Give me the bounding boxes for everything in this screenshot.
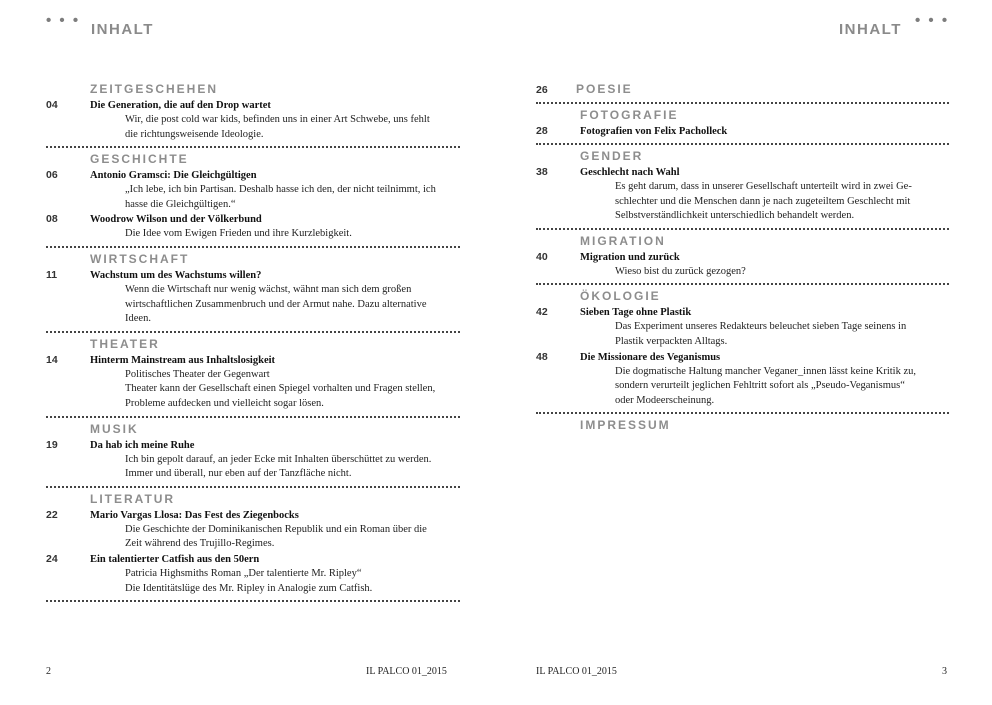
section-title: THEATER	[90, 336, 160, 351]
section-title: WIRTSCHAFT	[90, 251, 190, 266]
article-description: Plastik verpackten Alltags.	[615, 335, 728, 347]
toc-section	[536, 148, 949, 230]
toc-entry[interactable]	[536, 124, 949, 139]
right-page	[496, 0, 992, 705]
article-description: Patricia Highsmiths Roman „Der talentierte Mr. Ripley“	[125, 567, 362, 579]
page-title-left: INHALT	[91, 21, 154, 38]
article-description: die richtungsweisende Ideologie.	[125, 128, 264, 140]
section-title: LITERATUR	[90, 491, 176, 506]
article-title: Migration und zurück	[580, 251, 680, 263]
article-title: Woodrow Wilson und der Völkerbund	[90, 214, 262, 226]
article-description: Ideen.	[125, 313, 151, 325]
toc-section	[46, 81, 460, 148]
toc-entry[interactable]	[46, 212, 460, 227]
article-description: Die dogmatische Haltung mancher Veganer_innen lässt keine Kritik zu,	[615, 365, 917, 377]
section-title: ZEITGESCHEHEN	[90, 82, 219, 96]
section-title: GESCHICHTE	[90, 152, 189, 167]
toc-entry[interactable]	[46, 268, 460, 283]
toc-entry[interactable]	[536, 350, 949, 365]
header-dots-right: • • •	[915, 12, 950, 29]
section-title: FOTOGRAFIE	[580, 108, 679, 122]
page-number: 40	[536, 250, 548, 263]
article-description: Probleme aufdecken und vielleicht sogar lösen.	[125, 397, 324, 409]
article-description: Die Identitätslüge des Mr. Ripley in Analogie zum Catfish.	[125, 582, 373, 594]
page-number: 48	[536, 350, 548, 363]
toc-section	[536, 417, 949, 438]
page-number: 24	[46, 552, 58, 565]
article-title: Ein talentierter Catfish aus den 50ern	[90, 553, 260, 565]
header-dots-left: • • •	[46, 12, 81, 29]
section-title: MUSIK	[90, 421, 139, 436]
article-description: schlechter und die Menschen dann je nach zugeteiltem Geschlecht mit	[615, 195, 911, 207]
article-title: Geschlecht nach Wahl	[580, 167, 680, 178]
article-description: „Ich lebe, ich bin Partisan. Deshalb hasse ich den, der nicht teilnimmt, ich	[125, 184, 436, 196]
article-title: Antonio Gramsci: Die Gleichgültigen	[90, 170, 257, 182]
toc-section	[536, 81, 949, 104]
toc-entry[interactable]	[46, 552, 460, 567]
article-title: Hinterm Mainstream aus Inhaltslosigkeit	[90, 354, 276, 366]
article-title: Wachstum um des Wachstums willen?	[90, 269, 262, 281]
article-description: hasse die Gleichgültigen.“	[125, 198, 236, 210]
article-title: Fotografien von Felix Pacholleck	[580, 126, 728, 137]
article-description: Es geht darum, dass in unserer Gesellschaft unterteilt wird in zwei Ge-	[615, 181, 912, 192]
toc-section	[536, 107, 949, 145]
page-number: 26	[536, 84, 548, 96]
section-title: IMPRESSUM	[580, 418, 671, 433]
section-title: ÖKOLOGIE	[580, 289, 661, 304]
article-title: Mario Vargas Llosa: Das Fest des Ziegenbocks	[90, 509, 299, 521]
section-title: GENDER	[580, 149, 644, 163]
page-number: 11	[46, 268, 58, 281]
article-title: Die Generation, die auf den Drop wartet	[90, 100, 271, 111]
toc-entry[interactable]	[46, 508, 460, 523]
article-description: Wir, die post cold war kids, befinden uns in einer Art Schwebe, uns fehlt	[125, 114, 430, 125]
magazine-issue-left: IL PALCO 01_2015	[366, 666, 447, 677]
article-description: Das Experiment unseres Redakteurs beleuchet sieben Tage seinens in	[615, 321, 907, 333]
toc-entry[interactable]	[46, 168, 460, 183]
page-number: 38	[536, 166, 548, 178]
page-number: 14	[46, 353, 58, 366]
toc-entry[interactable]	[46, 353, 460, 368]
article-description: Politisches Theater der Gegenwart	[125, 368, 270, 380]
article-description: Selbstverständlichkeit unterschiedlich behandelt werden.	[615, 210, 855, 222]
section-title: POESIE	[576, 82, 633, 96]
toc-entry[interactable]	[46, 438, 460, 453]
toc-entry[interactable]	[536, 305, 949, 320]
article-description: sondern verurteilt jeglichen Fehltritt sofort als „Pseudo-Veganismus“	[615, 380, 905, 392]
page-number: 42	[536, 306, 548, 319]
toc-entry[interactable]	[536, 165, 949, 180]
page-number: 19	[46, 438, 58, 451]
toc-left	[46, 81, 460, 605]
toc-section	[46, 336, 460, 418]
toc-section	[46, 251, 460, 333]
toc-entry[interactable]	[46, 98, 460, 113]
toc-section-row	[536, 81, 949, 98]
page-number-left: 2	[46, 666, 51, 677]
page-number: 06	[46, 169, 58, 182]
page-number: 22	[46, 508, 58, 521]
article-description: Die Geschichte der Dominikanischen Republik und ein Roman über die	[125, 523, 427, 535]
page-title-right: INHALT	[839, 21, 902, 38]
page-number: 28	[536, 125, 548, 137]
article-description: Die Idee vom Ewigen Frieden und ihre Kurzlebigkeit.	[125, 228, 352, 240]
article-description: Wieso bist du zurück gezogen?	[615, 265, 746, 277]
toc-section	[536, 288, 949, 414]
article-description: oder Modeerscheinung.	[615, 394, 715, 406]
article-description: Zeit während des Trujillo-Regimes.	[125, 538, 275, 550]
article-description: Wenn die Wirtschaft nur wenig wächst, wähnt man sich dem großen	[125, 283, 412, 295]
article-description: Theater kann der Gesellschaft einen Spiegel vorhalten und Fragen stellen,	[125, 383, 436, 395]
article-description: wirtschaftlichen Zusammenbruch und der Armut nahe. Dazu alternative	[125, 298, 427, 310]
toc-section	[46, 151, 460, 248]
article-title: Da hab ich meine Ruhe	[90, 439, 195, 451]
article-title: Sieben Tage ohne Plastik	[580, 307, 692, 319]
toc-section	[46, 491, 460, 602]
magazine-issue-right: IL PALCO 01_2015	[536, 666, 617, 677]
article-description: Ich bin gepolt darauf, an jeder Ecke mit Inhalten überschüttet zu werden.	[125, 453, 432, 465]
toc-section	[536, 233, 949, 286]
page-number-right: 3	[942, 666, 947, 677]
article-title: Die Missionare des Veganismus	[580, 351, 721, 363]
page-number: 04	[46, 99, 58, 111]
section-title: MIGRATION	[580, 233, 666, 248]
toc-right	[536, 81, 949, 438]
article-description: Immer und überall, nur eben auf der Tanzfläche nicht.	[125, 468, 352, 480]
toc-section	[46, 421, 460, 488]
page-number: 08	[46, 213, 58, 226]
toc-entry[interactable]	[536, 250, 949, 265]
